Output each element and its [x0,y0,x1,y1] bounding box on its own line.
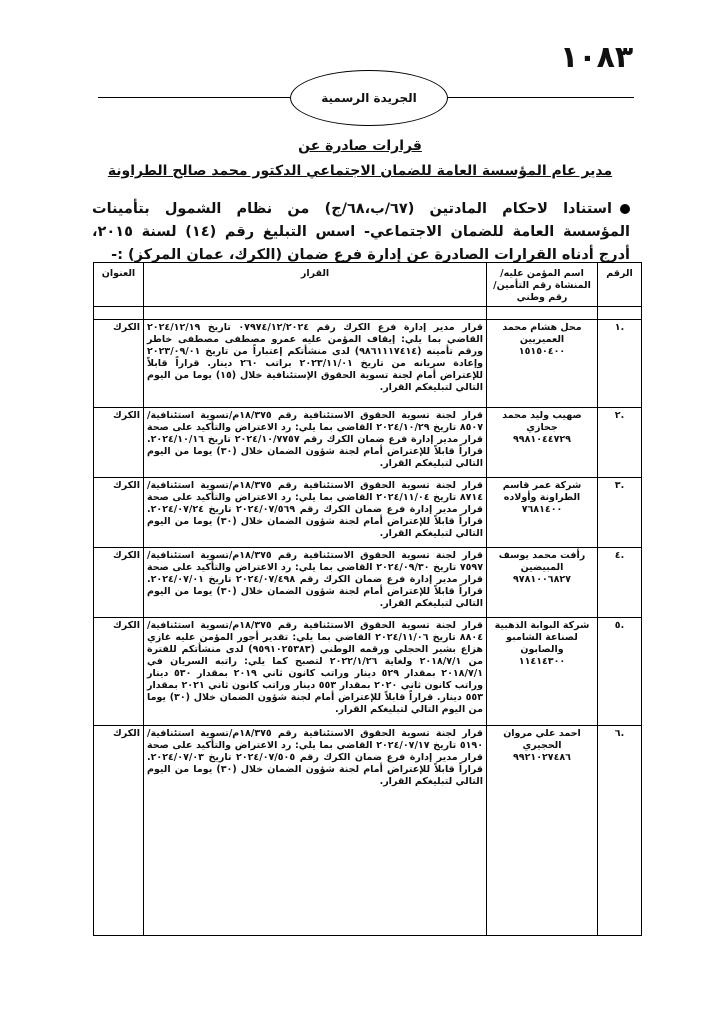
header-num: الرقم [598,263,642,307]
row-num: .٦ [598,726,642,936]
row-name: شركة البوابة الذهبية لصناعة الشامبو والصابون [494,620,590,655]
table-row [94,618,642,726]
gazette-title: الجريدة الرسمية [321,91,417,105]
heading-line-1: قرارات صادرة عن [298,138,422,154]
row-num: .٢ [598,408,642,478]
decisions-table [93,262,642,936]
table-row [94,726,642,936]
row-insurance-number: ١٥١٥٠٤٠٠ [518,346,566,357]
row-num: .٥ [598,618,642,726]
row-name-cell [487,478,598,548]
heading-line-2: مدير عام المؤسسة العامة للضمان الاجتماعي الدكتور محمد صالح الطراونة [107,163,613,179]
row-name-cell [487,320,598,408]
row-insurance-number: ٧٦٨١٤٠٠ [521,504,563,515]
row-num: .٣ [598,478,642,548]
row-address: الكرك [94,408,144,478]
row-name: صهيب وليد محمد جحازي [502,410,582,433]
row-decision: قرار لجنة تسوية الحقوق الاستئنافية رقم ١٨/٣٧٥م/تسوية استئنافية/٨٨٠٤ تاريخ ٢٠٢٤/١١/٠٦ القاضي بما يلي: تقدير أجور المؤمن عليه غازي هزاع بشير الحجلي ورقمه الوطني (٩٥٩١٠٢٥٣٨٣) لدى منشأتكم للفترة من ٢٠١٨/٧/١ ولغاية ٢٠٢٢/١/٢٦ لتصبح كما يلي: راتبه السريان في ٢٠١٨/٧/١ بمقدار ٥٢٩ دينار وراتب كانون ثاني ٢٠١٩ بمقدار ٥٣٠ دينار وراتب كانون ثاني ٢٠٢٠ بمقدار ٥٥٣ دينار وراتب كانون ثاني ٢٠٢١ بمقدار ٥٥٣ دينار. قراراً قابلاً للإعتراض أمام لجنة شؤون الضمان خلال (٣٠) يوما من اليوم التالي لتبليغكم القرار. [144,618,487,726]
row-num: .٤ [598,548,642,618]
header-rule-left [98,97,290,98]
row-decision: قرار لجنة تسوية الحقوق الاستئنافية رقم ١٨/٣٧٥م/تسوية استئنافية/٨٥٠٧ تاريخ ٢٠٢٤/١٠/٢٩ القاضي بما يلي: رد الاعتراض والتأكيد على صحة قرار مدير إدارة فرع ضمان الكرك رقم ٢٠٢٤/١٠/٧٧٥٧ تاريخ ٢٠٢٤/١٠/١٦. قراراً قابلاً للإعتراض أمام لجنة شؤون الضمان خلال (٣٠) يوما من اليوم التالي لتبليغكم القرار. [144,408,487,478]
intro-paragraph [92,198,630,267]
row-address: الكرك [94,320,144,408]
table-spacer-row [94,307,642,320]
row-address: الكرك [94,548,144,618]
table-row [94,320,642,408]
header-address: العنوان [94,263,144,307]
row-name-cell [487,408,598,478]
row-decision: قرار لجنة تسوية الحقوق الاستئنافية رقم ١٨/٣٧٥م/تسوية استئنافية/٥١٩٠ تاريخ ٢٠٢٤/٠٧/١٧ القاضي بما يلي: رد الاعتراض والتأكيد على صحة قرار مدير إدارة فرع ضمان الكرك رقم ٢٠٢٤/٠٧/٥٠٥ تاريخ ٢٠٢٤/٠٧/٠٣. قراراً قابلاً للإعتراض أمام لجنة شؤون الضمان خلال (٣٠) يوما من اليوم التالي لتبليغكم القرار. [144,726,487,936]
table-row [94,478,642,548]
row-decision: قرار لجنة تسوية الحقوق الاستئنافية رقم ١٨/٣٧٥م/تسوية استئنافية/٧٥٩٧ تاريخ ٢٠٢٤/٠٩/٣٠ القاضي بما يلي: رد الاعتراض والتأكيد على صحة قرار مدير إدارة فرع ضمان الكرك رقم ٢٠٢٤/٠٧/٤٩٨ تاريخ ٢٠٢٤/٠٧/٠١. قراراً قابلاً للإعتراض أمام لجنة شؤون الضمان خلال (٣٠) يوما من اليوم التالي لتبليغكم القرار. [144,548,487,618]
row-address: الكرك [94,726,144,936]
row-insurance-number: ٩٩٨١٠٤٤٧٢٩ [513,434,571,445]
row-decision: قرار مدير إدارة فرع الكرك رقم ٠٧٩٧٤/١٢/٢٠٢٤ تاريخ ٢٠٢٤/١٢/١٩ القاضي بما يلي: إيقاف المؤمن عليه عمرو مصطفى مصطفى خاطر ورقم تأمينه (٩٨٦١١١٧٤١٤) لدى منشأتكم إعتباراً من تاريخ ٢٠٢٣/٠٩/٠١ وإعادة سريانه من تاريخ ٢٠٢٣/١١/٠١ براتب ٢٦٠ دينار. قراراً قابلاً للإعتراض أمام لجنة تسوية الحقوق الإستئنافية خلال (١٥) يوما من اليوم التالي لتبليغكم القرار. [144,320,487,408]
row-address: الكرك [94,478,144,548]
bullet-icon [620,204,630,214]
table-row [94,548,642,618]
row-insurance-number: ٩٧٨١٠٠٦٨٢٧ [513,574,571,585]
header-rule-right [446,97,634,98]
page-number: ١٠٨٣ [560,40,634,75]
table-row [94,408,642,478]
gazette-title-oval [290,70,448,126]
row-name-cell [487,618,598,726]
intro-text: استنادا لاحكام المادتين (٦٧/ب،٦٨/ج) من نظام الشمول بتأمينات المؤسسة العامة للضمان الاجتماعي- اسس التبليغ رقم (١٤) لسنة ٢٠١٥، أدرج أدناه القرارات الصادرة عن إدارة فرع ضمان (الكرك، عمان المركز) :- [92,201,630,263]
row-num: .١ [598,320,642,408]
row-insurance-number: ٩٩٢١٠٢٧٤٨٦ [513,752,571,763]
row-name-cell [487,548,598,618]
row-name: احمد علي مروان الحجيري [503,728,581,751]
row-name: شركة عمر قاسم الطراونة وأولاده [502,480,582,503]
table-header-row [94,263,642,307]
row-address: الكرك [94,618,144,726]
row-name: رأفت محمد يوسف المبيضين [498,550,586,573]
row-name: محل هشام محمد العميريين [502,322,582,345]
header-name: اسم المؤمن عليه/ المنشاة رقم التأمين/ رقم وطني [487,263,598,307]
row-name-cell [487,726,598,936]
row-decision: قرار لجنة تسوية الحقوق الاستئنافية رقم ١٨/٣٧٥م/تسوية استئنافية/٨٧١٤ تاريخ ٢٠٢٤/١١/٠٤ القاضي بما يلي: رد الاعتراض والتأكيد على صحة قرار مدير إدارة فرع ضمان الكرك رقم ٢٠٢٤/٠٧/٥٦٩ تاريخ ٢٠٢٤/٠٧/٢٤. قراراً قابلاً للإعتراض أمام لجنة شؤون الضمان خلال (٣٠) يوما من اليوم التالي لتبليغكم القرار. [144,478,487,548]
row-insurance-number: ١١٤١٤٣٠٠ [518,656,566,667]
header-decision: القرار [144,263,487,307]
